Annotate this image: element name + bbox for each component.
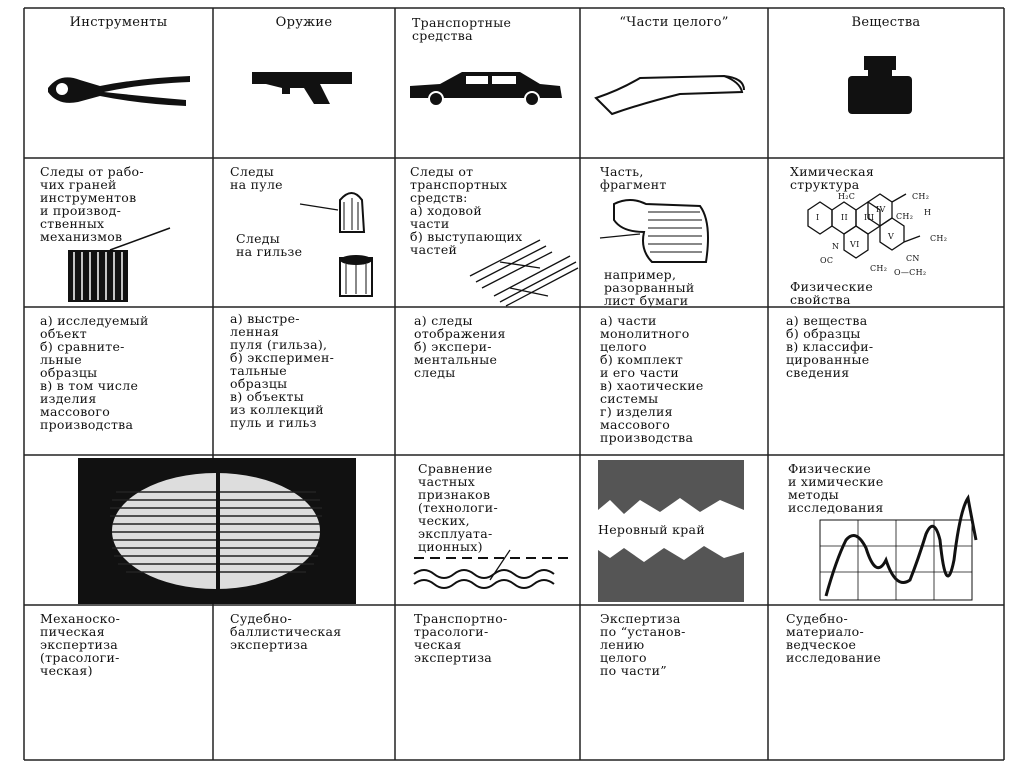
chem-h: H xyxy=(924,208,932,217)
header-weapons: Оружие xyxy=(275,15,333,30)
expertise-transport: Транспортно- трасологи- ческая экспертиза xyxy=(414,611,508,665)
row3-tools-text: а) исследуемый объект б) сравните- льные образцы в) в том числе изделия массового производства xyxy=(40,313,149,432)
row3-weapons-text: а) выстре- ленная пуля (гильза), б) эксперимен- тальные образцы в) объекты из коллекций пуль и гильз xyxy=(230,311,335,430)
ring-label-5: V xyxy=(888,232,895,241)
row2-paper-example: например, разорванный лист бумаги xyxy=(604,267,695,308)
wavy-trace-comparison xyxy=(414,550,570,588)
torn-edge-texture-bottom xyxy=(598,544,744,602)
chem-n: N xyxy=(832,242,840,251)
chem-o-ch2: O—CH₂ xyxy=(894,268,927,277)
row2-part-text: Часть, фрагмент xyxy=(600,164,667,192)
row4-uneven-edge-label: Неровный край xyxy=(598,522,705,537)
expertise-materials: Судебно- материало- ведческое исследование xyxy=(786,611,882,665)
chem-h2c: H₂C xyxy=(838,192,856,201)
chem-ch2b: CH₂ xyxy=(930,234,948,243)
torn-edge-texture-top xyxy=(598,460,744,516)
row2-vehicle-text: Следы от транспортных средств: а) ходовой части б) выступающих частей xyxy=(410,164,523,257)
row3-parts-text: а) части монолитного целого б) комплект и его части в) хаотические системы г) изделия массового производства xyxy=(600,313,704,445)
row4-methods-text: Физические и химические методы исследования xyxy=(788,461,884,515)
chem-cn: CN xyxy=(906,254,920,263)
chem-oc: OC xyxy=(820,256,834,265)
row2-physical-props-label: Физические свойства xyxy=(790,279,874,307)
ring-label-2: II xyxy=(841,213,848,222)
row2-bullet-text: Следы на пуле xyxy=(230,164,283,192)
header-parts-of-whole: “Части целого” xyxy=(619,15,729,30)
ring-label-3: III xyxy=(864,213,875,222)
row2-casing-text: Следы на гильзе xyxy=(236,231,303,259)
chem-ch2-mid: CH₂ xyxy=(870,264,888,273)
header-substances: Вещества xyxy=(851,15,921,30)
chem-ch2-top: CH₂ xyxy=(912,192,930,201)
expertise-whole-by-part: Экспертиза по “установ- лению целого по части” xyxy=(600,611,686,678)
header-tools: Инструменты xyxy=(69,15,168,30)
expertise-mechanoscopic: Механоско- пическая экспертиза (трасологи- ческая) xyxy=(40,611,121,678)
ring-label-1: I xyxy=(816,213,820,222)
header-vehicles: Транспортные средства xyxy=(412,15,512,43)
row3-substances-text: а) вещества б) образцы в) классифи- цированные сведения xyxy=(786,313,874,380)
comparison-microscope-image xyxy=(78,458,356,604)
chem-ch2-right: CH₂ xyxy=(896,212,914,221)
ring-label-4: IV xyxy=(876,205,886,214)
ring-label-6: VI xyxy=(850,240,860,249)
row4-comparison-text: Сравнение частных признаков (технологи- ческих, эксплуата- ционных) xyxy=(418,461,498,554)
row2-tools-text: Следы от рабо- чих граней инструментов и производ- ственных механизмов xyxy=(40,164,144,244)
row2-chem-structure-label: Химическая структура xyxy=(790,164,875,192)
row3-vehicles-text: а) следы отображения б) экспери- ментальные следы xyxy=(414,313,506,380)
expertise-ballistic: Судебно- баллистическая экспертиза xyxy=(230,611,342,652)
